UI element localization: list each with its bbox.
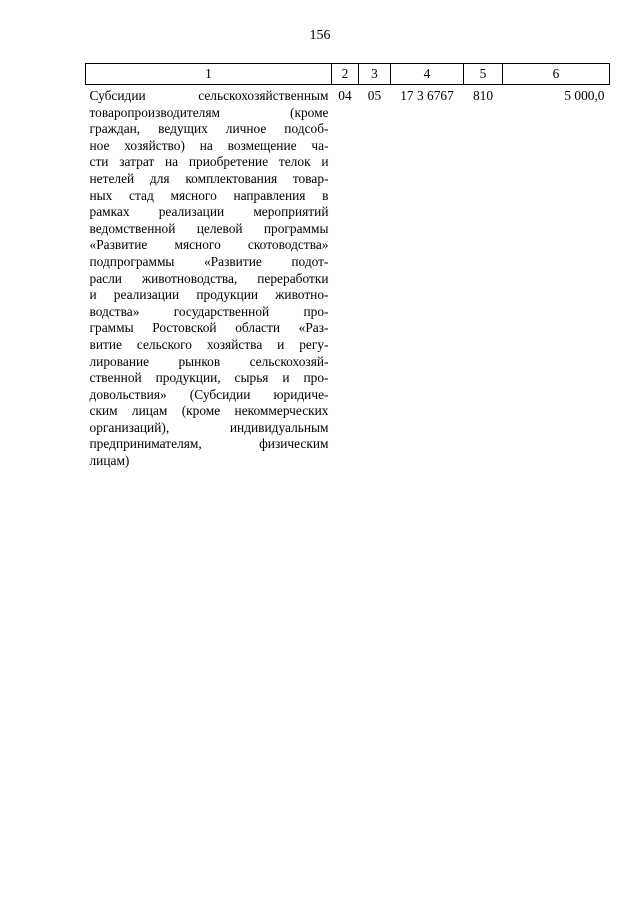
description-line: граммы Ростовской области «Раз-	[89, 320, 329, 336]
description-line: лирование рынков сельскохозяй-	[89, 353, 329, 369]
description-line: ных стад мясного направления в	[89, 187, 329, 203]
description-line: граждан, ведущих личное подсоб-	[89, 121, 329, 137]
description-line: водства» государственной про-	[89, 303, 329, 319]
budget-table	[85, 63, 610, 470]
row-amount: 5 000,0	[564, 88, 605, 103]
page-number: 156	[309, 28, 331, 43]
row-target-article: 17 3 6767	[400, 88, 454, 103]
description-line: рамках реализации мероприятий	[89, 204, 329, 220]
description-line: сти затрат на приобретение телок и	[89, 154, 329, 170]
description-line: «Развитие мясного скотоводства»	[89, 237, 329, 253]
description-line: ное хозяйство) на возмещение ча-	[89, 137, 329, 153]
header-col-4: 4	[391, 64, 464, 85]
header-col-1: 1	[86, 64, 332, 85]
description-line: товаропроизводителям (кроме	[89, 104, 329, 120]
row-description	[86, 85, 332, 470]
row-expense-type: 810	[472, 88, 494, 103]
table-header-row	[86, 64, 610, 85]
description-line: витие сельского хозяйства и регу-	[89, 336, 329, 352]
description-line: организаций), индивидуальным	[89, 419, 329, 435]
description-line: ственной продукции, сырья и про-	[89, 370, 329, 386]
description-line: предпринимателям, физическим	[89, 436, 329, 452]
row-section-code: 04	[338, 88, 352, 103]
description-line: Субсидии сельскохозяйственным	[89, 88, 329, 103]
description-line: и реализации продукции животно-	[89, 287, 329, 303]
header-col-5: 5	[464, 64, 503, 85]
header-col-3: 3	[359, 64, 391, 85]
description-line: ведомственной целевой программы	[89, 220, 329, 236]
header-col-6: 6	[503, 64, 610, 85]
description-line: подпрограммы «Развитие подот-	[89, 253, 329, 269]
description-line: лицам)	[89, 453, 130, 469]
row-subsection-code: 05	[367, 88, 382, 103]
table-row	[86, 85, 610, 470]
header-col-2: 2	[332, 64, 359, 85]
description-line: нетелей для комплектования товар-	[89, 170, 329, 186]
description-line: ским лицам (кроме некоммерческих	[89, 403, 329, 419]
description-line: довольствия» (Субсидии юридиче-	[89, 386, 329, 402]
description-line: расли животноводства, переработки	[89, 270, 329, 286]
